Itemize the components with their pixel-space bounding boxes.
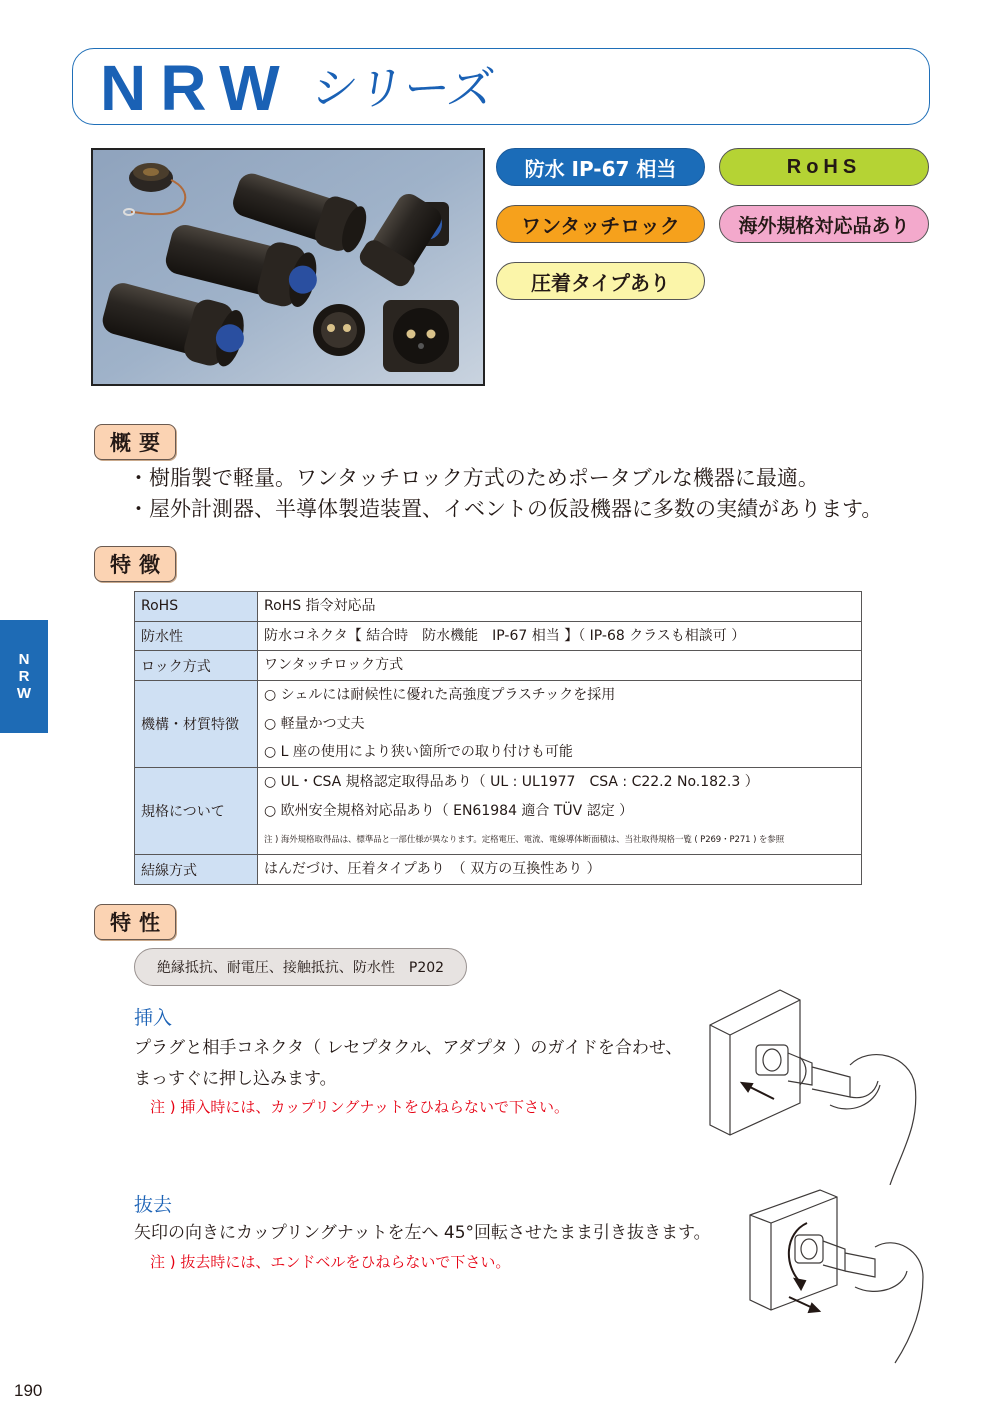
- table-row: [135, 681, 862, 768]
- waterproof-badge: 防水 IP-67 相当: [496, 148, 705, 186]
- side-tab-letter: R: [18, 668, 30, 685]
- series-side-tab: [0, 620, 48, 733]
- insertion-note: 注 ) 挿入時には、カップリングナットをひねらないで下さい。: [150, 1098, 570, 1116]
- side-tab-letter: W: [16, 685, 32, 702]
- overview-line-2: ・屋外計測器、半導体製造装置、イベントの仮設機器に多数の実績があります。: [128, 497, 883, 521]
- features-label: 特徴: [94, 546, 176, 582]
- row-key: ロック方式: [135, 651, 258, 681]
- row-key: 機構・材質特徴: [135, 681, 258, 768]
- table-row: [135, 855, 862, 885]
- row-value: RoHS 指令対応品: [264, 598, 376, 614]
- removal-line-1: 矢印の向きにカップリングナットを左へ 45°回転させたまま引き抜きます。: [134, 1223, 711, 1243]
- insertion-heading: 挿入: [134, 1007, 173, 1029]
- row-key: RoHS: [135, 592, 258, 622]
- table-row: [135, 592, 862, 622]
- row-key: 防水性: [135, 621, 258, 651]
- row-value: ○ L 座の使用により狭い箇所での取り付けも可能: [264, 744, 573, 761]
- series-suffix: シリーズ: [308, 61, 498, 115]
- series-name: NRW: [100, 52, 294, 124]
- characteristics-reference: 絶縁抵抗、耐電圧、接触抵抗、防水性 P202: [134, 948, 467, 986]
- row-value: ○ 欧州安全規格対応品あり（ EN61984 適合 TÜV 認定 ）: [264, 802, 634, 819]
- insertion-illustration: [700, 985, 930, 1185]
- row-value: 防水コネクタ【 結合時 防水機能 IP-67 相当 】（ IP-68 クラスも相談可 ）: [264, 627, 746, 644]
- insertion-line-1: プラグと相手コネクタ（ レセプタクル、アダプタ ）のガイドを合わせ、: [134, 1038, 683, 1058]
- removal-illustration: [745, 1185, 930, 1370]
- insertion-line-2: まっすぐに押し込みます。: [134, 1069, 337, 1089]
- onetouch-lock-badge: ワンタッチロック: [496, 205, 705, 243]
- row-value: ○ シェルには耐候性に優れた高強度プラスチックを採用: [264, 687, 616, 704]
- row-value: ○ UL・CSA 規格認定取得品あり（ UL : UL1977 CSA : C22.2 No.182.3 ）: [264, 774, 759, 791]
- overview-label: 概要: [94, 424, 176, 460]
- row-value: はんだづけ、圧着タイプあり （ 双方の互換性あり ）: [264, 861, 601, 878]
- row-value: ○ 軽量かつ丈夫: [264, 715, 365, 732]
- overview-line-1: ・樹脂製で軽量。ワンタッチロック方式のためポータブルな機器に最適。: [128, 466, 819, 490]
- removal-heading: 抜去: [134, 1194, 173, 1216]
- features-table: [134, 591, 862, 885]
- connector-photo: [91, 148, 485, 386]
- table-row: [135, 621, 862, 651]
- rohs-badge: RoHS: [719, 148, 929, 186]
- removal-note: 注 ) 抜去時には、エンドベルをひねらないで下さい。: [150, 1253, 511, 1271]
- intl-standard-badge: 海外規格対応品あり: [719, 205, 929, 243]
- row-value: ワンタッチロック方式: [264, 657, 404, 674]
- crimp-type-badge: 圧着タイプあり: [496, 262, 705, 300]
- row-note: 注 ) 海外規格取得品は、標準品と一部仕様が異なります。定格電圧、電流、電線導体断面積は、当社取得規格一覧 ( P269・P271 ) を参照: [264, 834, 785, 845]
- page-number: 190: [14, 1381, 43, 1400]
- side-tab-letter: N: [18, 651, 30, 668]
- table-row: [135, 768, 862, 855]
- table-row: [135, 651, 862, 681]
- row-key: 規格について: [135, 768, 258, 855]
- row-key: 結線方式: [135, 855, 258, 885]
- characteristics-label: 特性: [94, 904, 176, 940]
